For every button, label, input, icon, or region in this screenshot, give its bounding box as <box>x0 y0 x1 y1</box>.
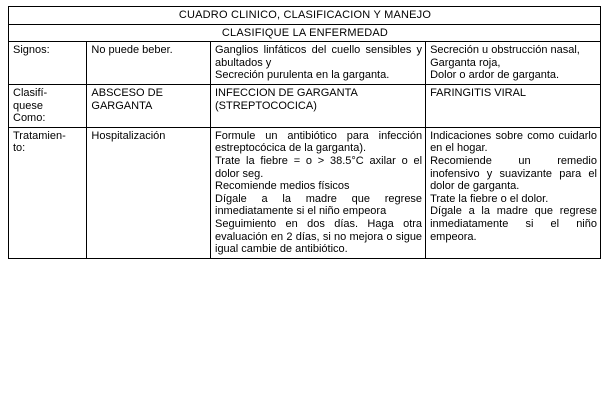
tratamiento-faringitis-cell <box>426 127 601 258</box>
tratamiento-infeccion-line-3: Recomiende medios físicos <box>215 180 350 193</box>
clinical-classification-table <box>8 6 601 259</box>
row-label-tratamiento-line-1: Tratamien- <box>13 129 66 142</box>
row-label-signos: Signos: <box>9 42 87 85</box>
row-label-tratamiento-line-2: to: <box>13 142 26 155</box>
table-row <box>9 127 601 258</box>
row-label-clasifiquese-line-3: Como: <box>13 112 46 125</box>
tratamiento-faringitis-line-1: Indicaciones sobre como cuidarlo en el hogar. <box>430 129 597 155</box>
signos-faringitis-line-3: Dolor o ardor de garganta. <box>430 69 560 82</box>
tratamiento-infeccion-line-2: Trate la fiebre = o > 38.5°C axilar o el dolor seg. <box>215 154 423 180</box>
tratamiento-infeccion-line-1: Formule un antibiótico para infección estreptocócica de la garganta). <box>215 129 423 155</box>
clasificacion-faringitis-line-1: FARINGITIS VIRAL <box>430 86 527 99</box>
table-subtitle: CLASIFIQUE LA ENFERMEDAD <box>9 24 601 42</box>
signos-infeccion-cell <box>211 42 426 85</box>
row-label-clasifiquese-line-2: quese <box>13 99 43 112</box>
row-label-clasifiquese-line-1: Clasifí- <box>13 86 48 99</box>
signos-faringitis-line-1: Secreción u obstrucción nasal, <box>430 44 580 57</box>
signos-faringitis-cell <box>426 42 601 85</box>
table-row <box>9 42 601 85</box>
tratamiento-faringitis-line-4: Dígale a la madre que regrese inmediatamente si el niño empeora. <box>430 205 597 243</box>
signos-infeccion-line-2: Secreción purulenta en la garganta. <box>215 69 390 82</box>
row-label-clasifiquese <box>9 84 87 127</box>
tratamiento-infeccion-line-5: Seguimiento en dos días. Haga otra evaluación en 2 días, si no mejora o sigue igual cambie de antibiótico. <box>215 217 423 256</box>
clasificacion-absceso-cell: ABSCESO DE GARGANTA <box>87 84 211 127</box>
signos-infeccion-line-1: Ganglios linfáticos del cuello sensibles y abultados y <box>215 44 423 69</box>
clasificacion-faringitis-cell <box>426 84 601 127</box>
table-row <box>9 84 601 127</box>
tratamiento-infeccion-cell <box>211 127 426 258</box>
table-subtitle-row <box>9 24 601 42</box>
row-label-tratamiento <box>9 127 87 258</box>
tratamiento-faringitis-line-2: Recomiende un remedio inofensivo y suavizante para el dolor de garganta. <box>430 154 597 193</box>
tratamiento-infeccion-line-4: Dígale a la madre que regrese inmediatamente si el niño empeora <box>215 192 423 218</box>
tratamiento-faringitis-line-3: Trate la fiebre o el dolor. <box>430 192 549 205</box>
signos-faringitis-line-2: Garganta roja, <box>430 56 501 69</box>
table-title-row <box>9 7 601 25</box>
table-title: CUADRO CLINICO, CLASIFICACION Y MANEJO <box>9 7 601 25</box>
clasificacion-infeccion-cell <box>211 84 426 127</box>
signos-absceso-cell: No puede beber. <box>87 42 211 85</box>
tratamiento-absceso-cell: Hospitalización <box>87 127 211 258</box>
clasificacion-infeccion-line-1: INFECCION DE GARGANTA (STREPTOCOCICA) <box>215 86 358 112</box>
